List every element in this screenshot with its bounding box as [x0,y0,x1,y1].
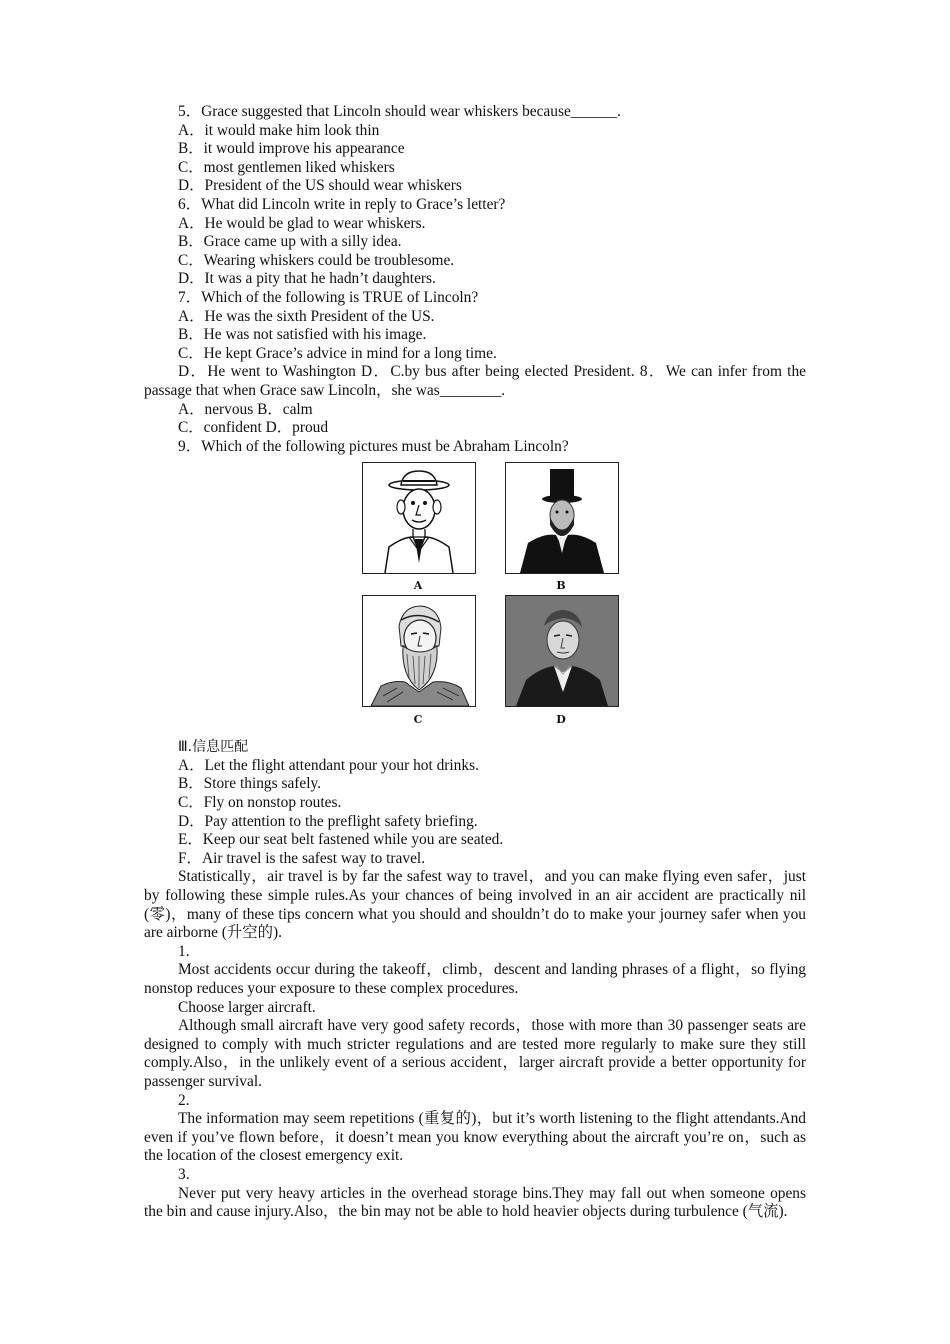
section-3-option-d: D．Pay attention to the preflight safety briefing. [178,812,478,830]
question-8-options-ab: A．nervous B．calm [178,400,313,418]
picture-a-cartoon-man [362,462,476,574]
question-5-option-a: A．it would make him look thin [178,121,380,139]
passage-intro: Statistically，air travel is by far the safest way to travel，and you can make flying even safer，just by following these simple rules.As your chances of being involved in an air accident are practically nil (零)，many of these tips concern what you should and shouldn’t do to make your journey safer when you are airborne (升空的). [144,868,806,942]
section-3-heading: Ⅲ.信息匹配 [178,739,249,756]
question-5-option-d: D．President of the US should wear whiskers [178,177,462,195]
passage-subheading-larger-aircraft: Choose larger aircraft. [178,998,316,1016]
question-7-option-a: A．He was the sixth President of the US. [178,307,435,325]
question-6-option-d: D．It was a pity that he hadn’t daughters. [178,270,436,288]
question-7-option-d-and-question-8-stem: D．He went to Washington D．C.by bus after being elected President. 8．We can infer from the passage that when Grace saw Lincoln，she was________. [144,363,806,399]
question-6-option-a: A．He would be glad to wear whiskers. [178,214,426,232]
blank-3: 3. [178,1165,190,1183]
question-5-option-b: B．it would improve his appearance [178,140,405,158]
picture-d-label: D [556,713,566,727]
passage-paragraph-2: The information may seem repetitions (重复的)，but it’s worth listening to the flight attendants.And even if you’ve flown before，it doesn’t mean you know everything about the aircraft you’re on，such as the location of the closest emergency exit. [144,1110,806,1165]
picture-c-bearded-man [362,595,476,707]
question-5-stem: 5．Grace suggested that Lincoln should wear whiskers because______. [178,103,621,120]
picture-d-dark-portrait [505,595,619,707]
question-7-stem: 7．Which of the following is TRUE of Lincoln? [178,288,479,306]
section-3-option-a: A．Let the flight attendant pour your hot drinks. [178,756,479,774]
blank-2: 2. [178,1091,190,1109]
question-8-options-cd: C．confident D．proud [178,419,329,437]
blank-1: 1. [178,942,190,960]
picture-b-lincoln-top-hat [505,462,619,574]
picture-a-label: A [413,579,423,593]
question-6-option-c: C．Wearing whiskers could be troublesome. [178,251,455,269]
passage-paragraph-larger-aircraft: Although small aircraft have very good safety records，those with more than 30 passenger seats are designed to comply with much stricter regulations and are tested more regularly to make sure they still comply.Also，in the unlikely event of a serious accident，larger aircraft provide a better opportunity for passenger survival. [144,1017,806,1090]
question-5-option-c: C．most gentlemen liked whiskers [178,158,395,176]
document-page [144,103,806,1222]
question-7-option-b: B．He was not satisfied with his image. [178,326,427,344]
picture-c-label: C [413,713,423,727]
section-3-option-b: B．Store things safely. [178,775,322,793]
question-9-stem: 9．Which of the following pictures must be Abraham Lincoln? [178,437,569,455]
question-6-stem: 6．What did Lincoln write in reply to Grace’s letter? [178,195,506,213]
section-3-option-c: C．Fly on nonstop routes. [178,794,342,812]
section-3-option-f: F．Air travel is the safest way to travel. [178,849,426,867]
section-3-option-e: E．Keep our seat belt fastened while you are seated. [178,831,504,849]
passage-paragraph-3: Never put very heavy articles in the overhead storage bins.They may fall out when someone opens the bin and cause injury.Also，the bin may not be able to hold heavier objects during turbulence (气流). [144,1184,806,1221]
portrait-grid [144,462,806,732]
picture-b-label: B [556,579,566,593]
question-7-option-c: C．He kept Grace’s advice in mind for a long time. [178,344,497,362]
passage-paragraph-1: Most accidents occur during the takeoff，climb，descent and landing phrases of a flight，so flying nonstop reduces your exposure to these complex procedures. [144,961,806,997]
question-6-option-b: B．Grace came up with a silly idea. [178,233,402,251]
